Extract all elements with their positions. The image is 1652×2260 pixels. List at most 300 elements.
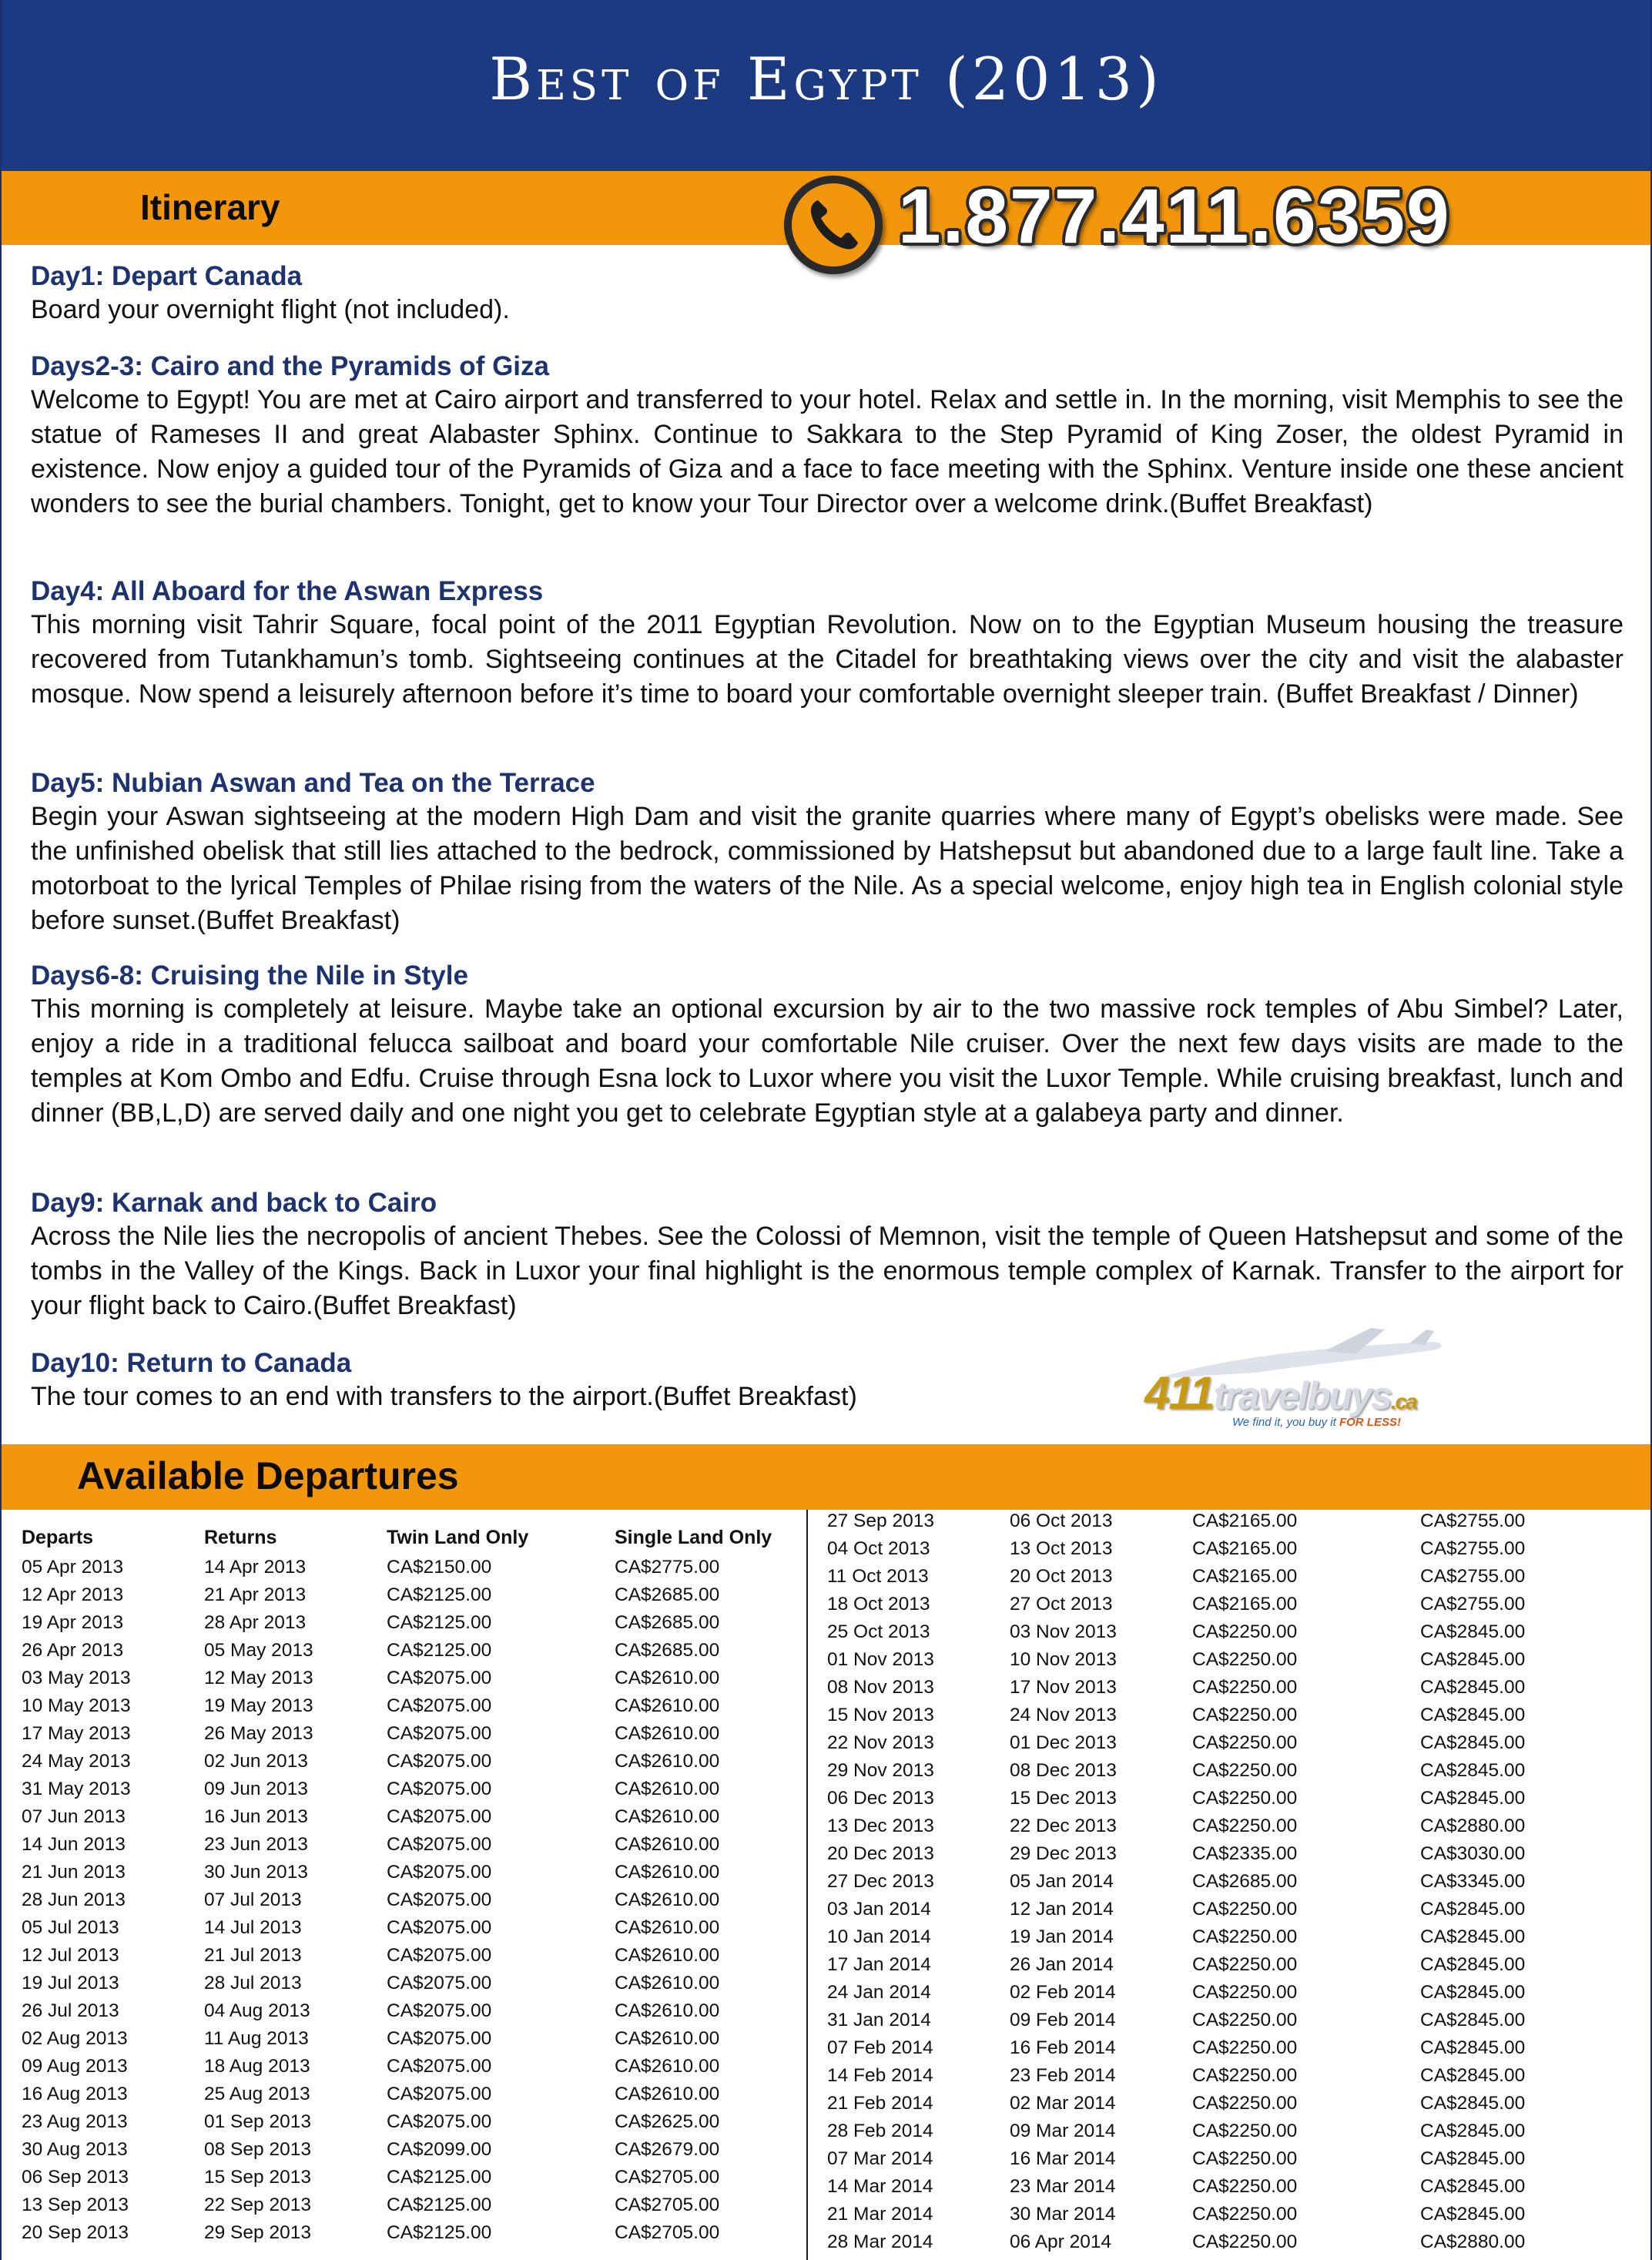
departs-cell: 03 May 2013 <box>22 1668 131 1688</box>
twin-price-cell: CA$2075.00 <box>387 1806 492 1827</box>
departs-cell: 14 Feb 2014 <box>827 2065 933 2086</box>
single-price-cell: CA$3345.00 <box>1420 1871 1526 1892</box>
table-row <box>827 2007 1605 2034</box>
departs-cell: 05 Jul 2013 <box>22 1917 119 1938</box>
day-block <box>31 767 1624 938</box>
returns-cell: 11 Aug 2013 <box>204 2028 309 2049</box>
departs-cell: 21 Feb 2014 <box>827 2093 933 2114</box>
departs-cell: 07 Mar 2014 <box>827 2148 933 2169</box>
returns-cell: 05 Jan 2014 <box>1010 1871 1114 1892</box>
returns-cell: 21 Jul 2013 <box>204 1945 302 1966</box>
returns-cell: 16 Feb 2014 <box>1010 2037 1116 2058</box>
departs-cell: 31 May 2013 <box>22 1779 131 1799</box>
twin-price-cell: CA$2125.00 <box>387 2222 492 2243</box>
returns-cell: 08 Sep 2013 <box>204 2139 311 2160</box>
day-description: The tour comes to an end with transfers to the airport.(Buffet Breakfast) <box>31 1382 857 1411</box>
table-row <box>827 2034 1605 2062</box>
twin-price-cell: CA$2075.00 <box>387 1834 492 1855</box>
returns-cell: 05 May 2013 <box>204 1640 313 1661</box>
single-price-cell: CA$2845.00 <box>1420 1649 1526 1670</box>
departs-cell: 20 Dec 2013 <box>827 1843 934 1864</box>
table-row <box>22 1803 799 1831</box>
table-row <box>22 2053 799 2081</box>
departs-cell: 26 Apr 2013 <box>22 1640 124 1661</box>
departs-cell: 04 Oct 2013 <box>827 1538 930 1559</box>
twin-price-cell: CA$2125.00 <box>387 2167 492 2188</box>
table-row <box>827 2173 1605 2201</box>
twin-price-cell: CA$2250.00 <box>1192 1649 1298 1670</box>
single-price-cell: CA$2755.00 <box>1420 1538 1526 1559</box>
twin-price-cell: CA$2075.00 <box>387 1751 492 1772</box>
twin-price-cell: CA$2075.00 <box>387 1889 492 1910</box>
departs-cell: 14 Mar 2014 <box>827 2176 933 2197</box>
single-price-cell: CA$2679.00 <box>615 2139 720 2160</box>
departs-cell: 27 Sep 2013 <box>827 1511 934 1531</box>
departures-band <box>2 1444 1650 1510</box>
table-row <box>22 1775 799 1803</box>
table-row <box>22 1886 799 1914</box>
single-price-cell: CA$2610.00 <box>615 1668 720 1688</box>
departs-cell: 06 Dec 2013 <box>827 1788 934 1809</box>
table-row <box>827 1729 1605 1757</box>
twin-price-cell: CA$2075.00 <box>387 1668 492 1688</box>
table-row <box>827 1923 1605 1951</box>
logo-number: 411 <box>1144 1367 1214 1419</box>
returns-cell: 01 Sep 2013 <box>204 2111 311 2132</box>
departs-cell: 26 Jul 2013 <box>22 2000 119 2021</box>
departs-cell: 14 Jun 2013 <box>22 1834 126 1855</box>
departs-cell: 08 Nov 2013 <box>827 1677 934 1698</box>
twin-price-cell: CA$2075.00 <box>387 2028 492 2049</box>
departs-cell: 12 Apr 2013 <box>22 1584 124 1605</box>
twin-price-cell: CA$2075.00 <box>387 2111 492 2132</box>
departs-cell: 10 Jan 2014 <box>827 1926 931 1947</box>
departs-cell: 13 Dec 2013 <box>827 1816 934 1836</box>
table-row <box>22 2108 799 2136</box>
departs-cell: 22 Nov 2013 <box>827 1732 934 1753</box>
table-row <box>22 1748 799 1775</box>
table-row <box>22 1859 799 1886</box>
twin-price-cell: CA$2250.00 <box>1192 2121 1298 2141</box>
table-row <box>827 1785 1605 1812</box>
twin-price-cell: CA$2165.00 <box>1192 1538 1298 1559</box>
single-price-cell: CA$2610.00 <box>615 1889 720 1910</box>
single-price-cell: CA$2845.00 <box>1420 1760 1526 1781</box>
single-price-cell: CA$2610.00 <box>615 2028 720 2049</box>
departs-cell: 11 Oct 2013 <box>827 1566 929 1587</box>
twin-price-cell: CA$2250.00 <box>1192 1788 1298 1809</box>
twin-price-cell: CA$2075.00 <box>387 2084 492 2104</box>
twin-price-cell: CA$2075.00 <box>387 1945 492 1966</box>
single-price-cell: CA$3030.00 <box>1420 1843 1526 1864</box>
day-description: Across the Nile lies the necropolis of ancient Thebes. See the Colossi of Memnon, visit the temple of Queen Hatshepsut and some of the tombs in the Valley of the Kings. Back in Luxor your final highlight is the enormous temple complex of Karnak. Transfer to the airport for your flight back to Cairo.(Buffet Breakfast) <box>31 1222 1624 1320</box>
single-price-cell: CA$2755.00 <box>1420 1594 1526 1615</box>
day-block <box>31 350 1624 521</box>
departs-cell: 28 Mar 2014 <box>827 2231 933 2252</box>
returns-cell: 26 Jan 2014 <box>1010 1954 1114 1975</box>
logo-tagline <box>1232 1416 1401 1429</box>
table-row <box>827 2090 1605 2117</box>
table-row <box>22 1914 799 1942</box>
phone-number: 1.877.411.6359 <box>898 173 1451 260</box>
single-price-cell: CA$2685.00 <box>615 1640 720 1661</box>
single-price-cell: CA$2845.00 <box>1420 2121 1526 2141</box>
departures-table-left <box>22 1521 799 2247</box>
table-row <box>827 1979 1605 2007</box>
returns-cell: 19 May 2013 <box>204 1695 313 1716</box>
returns-cell: 16 Mar 2014 <box>1010 2148 1116 2169</box>
departs-cell: 24 May 2013 <box>22 1751 131 1772</box>
header-twin: Twin Land Only <box>387 1527 529 1548</box>
departs-cell: 24 Jan 2014 <box>827 1982 931 2003</box>
day-block <box>31 1187 1624 1323</box>
single-price-cell: CA$2705.00 <box>615 2167 720 2188</box>
single-price-cell: CA$2845.00 <box>1420 1677 1526 1698</box>
day-description: Begin your Aswan sightseeing at the modern High Dam and visit the granite quarries where many of Egypt’s obelisks were made. See the unfinished obelisk that still lies attached to the bedrock, commissioned by Hatshepsut but abandoned due to a large fault line. Take a motorboat to the lyrical Temples of Philae rising from the waters of the Nile. As a special welcome, enjoy high tea in English colonial style before sunset.(Buffet Breakfast) <box>31 802 1624 935</box>
table-row <box>22 1637 799 1665</box>
departs-cell: 20 Sep 2013 <box>22 2222 129 2243</box>
departs-cell: 06 Sep 2013 <box>22 2167 129 2188</box>
departs-cell: 17 Jan 2014 <box>827 1954 931 1975</box>
table-row <box>22 1554 799 1581</box>
table-row <box>827 2145 1605 2173</box>
returns-cell: 04 Aug 2013 <box>204 2000 310 2021</box>
single-price-cell: CA$2705.00 <box>615 2195 720 2215</box>
table-row <box>827 2062 1605 2090</box>
single-price-cell: CA$2845.00 <box>1420 1926 1526 1947</box>
single-price-cell: CA$2845.00 <box>1420 1705 1526 1725</box>
twin-price-cell: CA$2250.00 <box>1192 1621 1298 1642</box>
returns-cell: 02 Feb 2014 <box>1010 1982 1116 2003</box>
returns-cell: 01 Dec 2013 <box>1010 1732 1117 1753</box>
twin-price-cell: CA$2125.00 <box>387 2195 492 2215</box>
logo-word: travelbuys <box>1213 1374 1391 1417</box>
returns-cell: 13 Oct 2013 <box>1010 1538 1113 1559</box>
day-title: Day9: Karnak and back to Cairo <box>31 1188 437 1218</box>
table-row <box>827 1868 1605 1896</box>
table-row <box>827 1840 1605 1868</box>
single-price-cell: CA$2685.00 <box>615 1612 720 1633</box>
table-row <box>22 1609 799 1637</box>
returns-cell: 19 Jan 2014 <box>1010 1926 1114 1947</box>
logo-tld: .ca <box>1390 1390 1416 1413</box>
single-price-cell: CA$2845.00 <box>1420 2037 1526 2058</box>
returns-cell: 27 Oct 2013 <box>1010 1594 1113 1615</box>
returns-cell: 16 Jun 2013 <box>204 1806 308 1827</box>
twin-price-cell: CA$2250.00 <box>1192 1705 1298 1725</box>
single-price-cell: CA$2610.00 <box>615 1806 720 1827</box>
returns-cell: 07 Jul 2013 <box>204 1889 302 1910</box>
table-row <box>827 1563 1605 1591</box>
table-header-row <box>22 1521 799 1554</box>
departs-cell: 28 Jun 2013 <box>22 1889 126 1910</box>
single-price-cell: CA$2845.00 <box>1420 2010 1526 2030</box>
day-block <box>31 960 1624 1131</box>
twin-price-cell: CA$2075.00 <box>387 1973 492 1993</box>
day-description: This morning is completely at leisure. Maybe take an optional excursion by air to the two massive rock temples of Abu Simbel? Later, enjoy a ride in a traditional felucca sailboat and board your comfortable Nile cruiser. Over the next few days visits are made to the temples at Kom Ombo and Edfu. Cruise through Esna lock to Luxor where you visit the Luxor Temple. While cruising breakfast, lunch and dinner (BB,L,D) are served daily and one night you get to celebrate Egyptian style at a galabeya party and dinner. <box>31 994 1624 1128</box>
table-row <box>827 2201 1605 2228</box>
table-row <box>827 1757 1605 1785</box>
returns-cell: 15 Dec 2013 <box>1010 1788 1117 1809</box>
day-title: Day1: Depart Canada <box>31 261 303 291</box>
logo-wordmark <box>1144 1366 1416 1420</box>
table-row <box>22 2081 799 2108</box>
header-banner <box>2 0 1650 171</box>
day-title: Day4: All Aboard for the Aswan Express <box>31 576 544 606</box>
table-row <box>22 1970 799 1997</box>
column-divider <box>806 1510 808 2260</box>
returns-cell: 29 Dec 2013 <box>1010 1843 1117 1864</box>
single-price-cell: CA$2610.00 <box>615 2000 720 2021</box>
twin-price-cell: CA$2335.00 <box>1192 1843 1298 1864</box>
single-price-cell: CA$2685.00 <box>615 1584 720 1605</box>
departs-cell: 19 Jul 2013 <box>22 1973 119 1993</box>
departs-cell: 03 Jan 2014 <box>827 1899 931 1920</box>
table-row <box>22 1665 799 1692</box>
returns-cell: 14 Jul 2013 <box>204 1917 302 1938</box>
twin-price-cell: CA$2250.00 <box>1192 2176 1298 2197</box>
departs-cell: 10 May 2013 <box>22 1695 131 1716</box>
header-single: Single Land Only <box>615 1527 772 1548</box>
single-price-cell: CA$2845.00 <box>1420 1732 1526 1753</box>
twin-price-cell: CA$2075.00 <box>387 2056 492 2077</box>
returns-cell: 17 Nov 2013 <box>1010 1677 1117 1698</box>
twin-price-cell: CA$2165.00 <box>1192 1594 1298 1615</box>
table-row <box>827 2228 1605 2256</box>
twin-price-cell: CA$2250.00 <box>1192 1954 1298 1975</box>
logo-tagline-emphasis: FOR LESS! <box>1339 1416 1401 1429</box>
twin-price-cell: CA$2125.00 <box>387 1612 492 1633</box>
returns-cell: 24 Nov 2013 <box>1010 1705 1117 1725</box>
departs-cell: 25 Oct 2013 <box>827 1621 930 1642</box>
twin-price-cell: CA$2250.00 <box>1192 2037 1298 2058</box>
table-row <box>22 1942 799 1970</box>
twin-price-cell: CA$2250.00 <box>1192 1899 1298 1920</box>
twin-price-cell: CA$2075.00 <box>387 2000 492 2021</box>
returns-cell: 22 Sep 2013 <box>204 2195 311 2215</box>
single-price-cell: CA$2845.00 <box>1420 1899 1526 1920</box>
twin-price-cell: CA$2165.00 <box>1192 1566 1298 1587</box>
twin-price-cell: CA$2075.00 <box>387 1917 492 1938</box>
single-price-cell: CA$2610.00 <box>615 1695 720 1716</box>
twin-price-cell: CA$2165.00 <box>1192 1511 1298 1531</box>
twin-price-cell: CA$2250.00 <box>1192 1760 1298 1781</box>
returns-cell: 29 Sep 2013 <box>204 2222 311 2243</box>
single-price-cell: CA$2610.00 <box>615 2084 720 2104</box>
twin-price-cell: CA$2125.00 <box>387 1584 492 1605</box>
returns-cell: 02 Mar 2014 <box>1010 2093 1116 2114</box>
single-price-cell: CA$2755.00 <box>1420 1511 1526 1531</box>
single-price-cell: CA$2610.00 <box>615 1945 720 1966</box>
table-row <box>827 1535 1605 1563</box>
table-row <box>22 1581 799 1609</box>
single-price-cell: CA$2610.00 <box>615 1862 720 1883</box>
day-description: Board your overnight flight (not included). <box>31 295 510 324</box>
single-price-cell: CA$2845.00 <box>1420 2204 1526 2225</box>
twin-price-cell: CA$2250.00 <box>1192 2231 1298 2252</box>
returns-cell: 10 Nov 2013 <box>1010 1649 1117 1670</box>
table-row <box>22 1831 799 1859</box>
twin-price-cell: CA$2250.00 <box>1192 1732 1298 1753</box>
twin-price-cell: CA$2250.00 <box>1192 2148 1298 2169</box>
departs-cell: 02 Aug 2013 <box>22 2028 128 2049</box>
departs-cell: 29 Nov 2013 <box>827 1760 934 1781</box>
departs-cell: 23 Aug 2013 <box>22 2111 128 2132</box>
day-title: Days2-3: Cairo and the Pyramids of Giza <box>31 351 549 381</box>
departs-cell: 19 Apr 2013 <box>22 1612 124 1633</box>
returns-cell: 30 Jun 2013 <box>204 1862 308 1883</box>
departs-cell: 28 Feb 2014 <box>827 2121 933 2141</box>
single-price-cell: CA$2610.00 <box>615 1917 720 1938</box>
returns-cell: 30 Mar 2014 <box>1010 2204 1116 2225</box>
twin-price-cell: CA$2250.00 <box>1192 1677 1298 1698</box>
departs-cell: 16 Aug 2013 <box>22 2084 128 2104</box>
departures-left-body <box>22 1554 799 2247</box>
single-price-cell: CA$2845.00 <box>1420 2176 1526 2197</box>
returns-cell: 22 Dec 2013 <box>1010 1816 1117 1836</box>
logo-tagline-text: We find it, you buy it <box>1232 1416 1336 1429</box>
twin-price-cell: CA$2075.00 <box>387 1862 492 1883</box>
twin-price-cell: CA$2685.00 <box>1192 1871 1298 1892</box>
departs-cell: 09 Aug 2013 <box>22 2056 128 2077</box>
twin-price-cell: CA$2250.00 <box>1192 2093 1298 2114</box>
single-price-cell: CA$2610.00 <box>615 1723 720 1744</box>
table-row <box>827 1951 1605 1979</box>
single-price-cell: CA$2610.00 <box>615 1973 720 1993</box>
departs-cell: 17 May 2013 <box>22 1723 131 1744</box>
returns-cell: 06 Oct 2013 <box>1010 1511 1113 1531</box>
table-row <box>22 2219 799 2247</box>
day-title: Day5: Nubian Aswan and Tea on the Terrace <box>31 768 595 798</box>
returns-cell: 23 Feb 2014 <box>1010 2065 1116 2086</box>
table-row <box>22 2164 799 2191</box>
single-price-cell: CA$2610.00 <box>615 1779 720 1799</box>
day-title: Day10: Return to Canada <box>31 1348 352 1378</box>
returns-cell: 28 Jul 2013 <box>204 1973 302 1993</box>
returns-cell: 28 Apr 2013 <box>204 1612 307 1633</box>
page-title: Best of Egypt (2013) <box>489 45 1163 113</box>
header-returns: Returns <box>204 1527 277 1548</box>
day-title: Days6-8: Cruising the Nile in Style <box>31 961 468 991</box>
twin-price-cell: CA$2125.00 <box>387 1640 492 1661</box>
table-row <box>22 1997 799 2025</box>
table-row <box>827 1591 1605 1618</box>
departs-cell: 31 Jan 2014 <box>827 2010 931 2030</box>
returns-cell: 26 May 2013 <box>204 1723 313 1744</box>
day-block <box>31 260 1624 327</box>
single-price-cell: CA$2625.00 <box>615 2111 720 2132</box>
returns-cell: 15 Sep 2013 <box>204 2167 311 2188</box>
table-row <box>827 1702 1605 1729</box>
table-row <box>827 1674 1605 1702</box>
table-row <box>827 1507 1605 1535</box>
table-row <box>22 2191 799 2219</box>
departures-table-right <box>827 1507 1605 2256</box>
twin-price-cell: CA$2075.00 <box>387 1723 492 1744</box>
single-price-cell: CA$2845.00 <box>1420 1788 1526 1809</box>
twin-price-cell: CA$2250.00 <box>1192 2204 1298 2225</box>
table-row <box>827 1646 1605 1674</box>
single-price-cell: CA$2755.00 <box>1420 1566 1526 1587</box>
returns-cell: 18 Aug 2013 <box>204 2056 310 2077</box>
single-price-cell: CA$2845.00 <box>1420 1982 1526 2003</box>
twin-price-cell: CA$2250.00 <box>1192 1816 1298 1836</box>
single-price-cell: CA$2845.00 <box>1420 2148 1526 2169</box>
departs-cell: 01 Nov 2013 <box>827 1649 934 1670</box>
single-price-cell: CA$2845.00 <box>1420 1954 1526 1975</box>
table-row <box>827 1812 1605 1840</box>
table-row <box>22 1720 799 1748</box>
returns-cell: 06 Apr 2014 <box>1010 2231 1112 2252</box>
returns-cell: 23 Jun 2013 <box>204 1834 308 1855</box>
departures-right-body <box>827 1507 1605 2256</box>
single-price-cell: CA$2845.00 <box>1420 2093 1526 2114</box>
twin-price-cell: CA$2250.00 <box>1192 2010 1298 2030</box>
table-row <box>827 1896 1605 1923</box>
single-price-cell: CA$2610.00 <box>615 1751 720 1772</box>
departs-cell: 27 Dec 2013 <box>827 1871 934 1892</box>
single-price-cell: CA$2610.00 <box>615 2056 720 2077</box>
table-row <box>827 2117 1605 2145</box>
twin-price-cell: CA$2075.00 <box>387 1695 492 1716</box>
returns-cell: 02 Jun 2013 <box>204 1751 308 1772</box>
twin-price-cell: CA$2075.00 <box>387 1779 492 1799</box>
returns-cell: 08 Dec 2013 <box>1010 1760 1117 1781</box>
departs-cell: 12 Jul 2013 <box>22 1945 119 1966</box>
departs-cell: 07 Feb 2014 <box>827 2037 933 2058</box>
returns-cell: 12 Jan 2014 <box>1010 1899 1114 1920</box>
departs-cell: 30 Aug 2013 <box>22 2139 128 2160</box>
header-departs: Departs <box>22 1527 94 1548</box>
single-price-cell: CA$2880.00 <box>1420 1816 1526 1836</box>
departs-cell: 21 Jun 2013 <box>22 1862 126 1883</box>
phone-icon <box>784 176 883 274</box>
departs-cell: 13 Sep 2013 <box>22 2195 129 2215</box>
day-description: Welcome to Egypt! You are met at Cairo airport and transferred to your hotel. Relax and settle in. In the morning, visit Memphis to see the statue of Rameses II and great Alabaster Sphinx. Continue to Sakkara to the Step Pyramid of King Zoser, the oldest Pyramid in existence. Now enjoy a guided tour of the Pyramids of Giza and a face to face meeting with the Sphinx. Venture inside one these ancient wonders to see the burial chambers. Tonight, get to know your Tour Director over a welcome drink.(Buffet Breakfast) <box>31 385 1624 518</box>
returns-cell: 03 Nov 2013 <box>1010 1621 1117 1642</box>
table-row <box>22 2025 799 2053</box>
travelbuys-logo[interactable] <box>1140 1325 1448 1440</box>
returns-cell: 20 Oct 2013 <box>1010 1566 1113 1587</box>
itinerary-label: Itinerary <box>140 187 280 227</box>
twin-price-cell: CA$2150.00 <box>387 1557 492 1578</box>
departs-cell: 15 Nov 2013 <box>827 1705 934 1725</box>
single-price-cell: CA$2845.00 <box>1420 1621 1526 1642</box>
departs-cell: 07 Jun 2013 <box>22 1806 126 1827</box>
single-price-cell: CA$2610.00 <box>615 1834 720 1855</box>
returns-cell: 23 Mar 2014 <box>1010 2176 1116 2197</box>
departs-cell: 05 Apr 2013 <box>22 1557 124 1578</box>
returns-cell: 09 Jun 2013 <box>204 1779 308 1799</box>
twin-price-cell: CA$2250.00 <box>1192 1982 1298 2003</box>
returns-cell: 21 Apr 2013 <box>204 1584 307 1605</box>
day-block <box>31 575 1624 712</box>
returns-cell: 09 Mar 2014 <box>1010 2121 1116 2141</box>
table-row <box>22 1692 799 1720</box>
single-price-cell: CA$2705.00 <box>615 2222 720 2243</box>
returns-cell: 12 May 2013 <box>204 1668 313 1688</box>
returns-cell: 25 Aug 2013 <box>204 2084 310 2104</box>
returns-cell: 09 Feb 2014 <box>1010 2010 1116 2030</box>
departs-cell: 18 Oct 2013 <box>827 1594 930 1615</box>
returns-cell: 14 Apr 2013 <box>204 1557 307 1578</box>
single-price-cell: CA$2880.00 <box>1420 2231 1526 2252</box>
single-price-cell: CA$2775.00 <box>615 1557 720 1578</box>
twin-price-cell: CA$2250.00 <box>1192 1926 1298 1947</box>
twin-price-cell: CA$2250.00 <box>1192 2065 1298 2086</box>
twin-price-cell: CA$2099.00 <box>387 2139 492 2160</box>
day-description: This morning visit Tahrir Square, focal point of the 2011 Egyptian Revolution. Now on to the Egyptian Museum housing the treasure recovered from Tutankhamun’s tomb. Sightseeing continues at the Citadel for breathtaking views over the city and visit the alabaster mosque. Now spend a leisurely afternoon before it’s time to board your comfortable overnight sleeper train. (Buffet Breakfast / Dinner) <box>31 610 1624 709</box>
